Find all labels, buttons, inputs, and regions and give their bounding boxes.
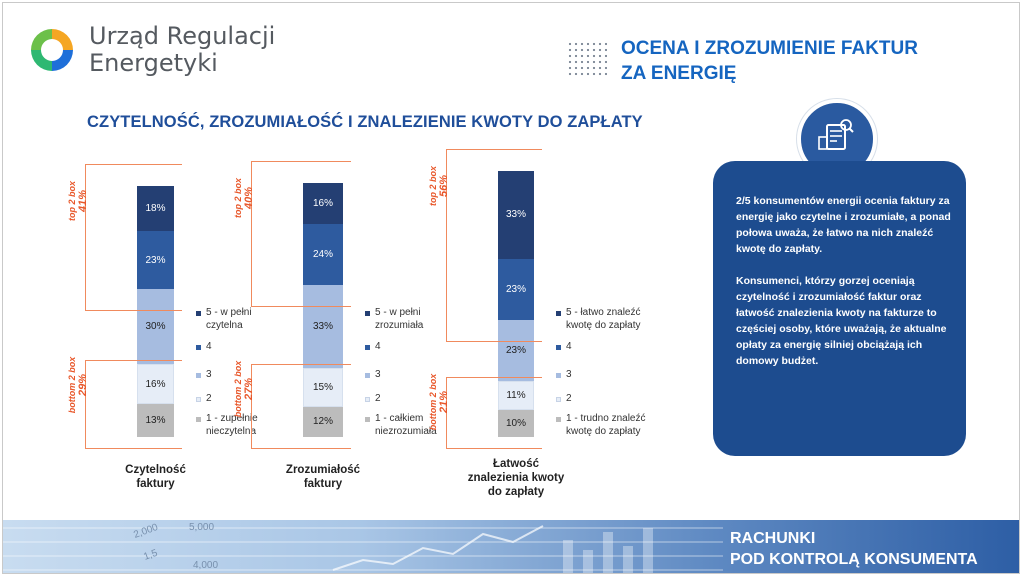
bottom2box-label xyxy=(233,354,263,424)
bottom2box-name: bottom 2 box xyxy=(67,356,77,414)
footer-banner xyxy=(3,520,1020,574)
bar-segment-level-2: 15% xyxy=(303,368,343,406)
footer-text xyxy=(730,528,978,570)
page-title-line2: ZA ENERGIĘ xyxy=(621,63,737,84)
footer-line1: RACHUNKI xyxy=(730,530,816,547)
category-label-line: faktury xyxy=(136,478,175,490)
info-paragraph-2: Konsumenci, którzy gorzej oceniają czytelność i zrozumiałość faktur oraz łatwość znalezienia kwoty na fakturze to częściej osoby, które uważają, że aktualne opłaty za energię silniej obciążają ich domowy budżet. xyxy=(736,275,947,367)
category-label-line: Zrozumiałość xyxy=(285,464,361,476)
category-label-line: Łatwość xyxy=(492,458,539,470)
top2box-bracket xyxy=(251,161,351,307)
bar-segment-level-5: 33% xyxy=(498,171,534,259)
top2box-name: top 2 box xyxy=(428,166,438,206)
footer-chart-decoration xyxy=(3,520,723,574)
bar-segment-level-4: 23% xyxy=(137,231,174,289)
legend-label-level-3 xyxy=(375,369,381,382)
legend-label-level-3 xyxy=(206,369,212,382)
top2box-name: top 2 box xyxy=(233,178,243,218)
legend-label-line: 2 xyxy=(375,393,381,404)
legend-label-line: zrozumiała xyxy=(375,319,424,331)
legend-swatch-level-2 xyxy=(365,397,370,402)
legend-label-line: 4 xyxy=(206,341,212,352)
legend-swatch-level-4 xyxy=(556,345,561,350)
info-paragraph-1: 2/5 konsumentów energii ocenia faktury za energię jako czytelne i zrozumiałe, a ponad połowa uważa, że łatwo na nich znaleźć kwotę do zapłaty. xyxy=(736,195,951,255)
logo-line2: Energetyki xyxy=(89,49,218,77)
legend-label-line: 5 - w pełni xyxy=(206,307,252,318)
legend-label-line: 5 - łatwo znaleźć xyxy=(566,307,641,318)
stacked-bar-chart xyxy=(3,3,703,503)
bottom2box-bracket xyxy=(251,364,351,449)
bar-segment-level-2: 11% xyxy=(498,381,534,410)
legend-label-line: niezrozumiała xyxy=(375,425,437,437)
top2box-value: 41% xyxy=(77,189,89,213)
legend-label-line: 2 xyxy=(566,393,572,404)
section-title: CZYTELNOŚĆ, ZROZUMIAŁOŚĆ I ZNALEZIENIE KWOTY DO ZAPŁATY xyxy=(87,113,643,131)
slide xyxy=(2,2,1020,574)
info-text xyxy=(736,193,951,385)
top2box-bracket xyxy=(446,149,542,342)
category-label xyxy=(101,463,211,491)
bar-segment-level-3: 23% xyxy=(498,320,534,381)
category-label xyxy=(451,457,581,499)
legend-label-level-5 xyxy=(206,307,252,332)
legend-label-level-5 xyxy=(566,307,641,332)
legend-label-level-4 xyxy=(566,341,572,354)
bar-segment-level-3: 33% xyxy=(303,285,343,369)
bar-segment-level-4: 23% xyxy=(498,259,534,320)
legend-label-level-3 xyxy=(566,369,572,382)
bar-segment-level-5: 16% xyxy=(303,183,343,224)
footer-num-2: 5,000 xyxy=(189,522,215,533)
bar-segment-level-2: 16% xyxy=(137,364,174,404)
bar-segment-level-1: 13% xyxy=(137,404,174,437)
top2box-bracket xyxy=(85,164,182,311)
category-label-line: faktury xyxy=(303,478,343,490)
footer-line2: POD KONTROLĄ KONSUMENTA xyxy=(730,551,978,568)
bottom2box-name: bottom 2 box xyxy=(428,373,438,431)
category-label xyxy=(268,463,378,491)
bottom2box-label xyxy=(428,367,458,437)
legend-swatch-level-5 xyxy=(556,311,561,316)
category-label-line: znalezienia kwoty xyxy=(467,472,565,484)
legend-swatch-level-2 xyxy=(196,397,201,402)
bottom2box-name: bottom 2 box xyxy=(233,361,243,418)
legend-label-line: 1 - trudno znaleźć xyxy=(566,413,646,424)
legend-swatch-level-1 xyxy=(365,417,370,422)
bottom2box-bracket xyxy=(85,360,182,449)
legend-label-line: 4 xyxy=(375,341,381,352)
legend-label-line: 1 - zupełnie xyxy=(206,413,258,424)
top2box-value: 40% xyxy=(243,186,255,210)
top2box-label xyxy=(233,163,263,233)
bar-segment-level-5: 18% xyxy=(137,186,174,231)
legend-label-level-2 xyxy=(566,393,572,406)
legend-label-line: 3 xyxy=(206,369,212,380)
legend-label-level-5 xyxy=(375,307,423,332)
bar-segment-level-4: 24% xyxy=(303,224,343,285)
legend-label-level-4 xyxy=(206,341,212,354)
legend-swatch-level-3 xyxy=(556,373,561,378)
footer-num-1: 2,000 xyxy=(132,521,160,541)
legend-label-line: 3 xyxy=(375,369,381,380)
legend-swatch-level-1 xyxy=(556,417,561,422)
bottom2box-value: 21% xyxy=(438,391,450,414)
legend-label-line: kwotę do zapłaty xyxy=(566,425,641,437)
bar-segment-level-1: 12% xyxy=(303,407,343,437)
top2box-name: top 2 box xyxy=(67,181,77,221)
category-label-line: do zapłaty xyxy=(487,486,545,498)
legend-label-line: 4 xyxy=(566,341,572,352)
legend-label-line: czytelna xyxy=(206,319,243,331)
legend-label-line: 2 xyxy=(206,393,212,404)
legend-swatch-level-3 xyxy=(365,373,370,378)
legend-label-level-4 xyxy=(375,341,381,354)
legend-label-level-1 xyxy=(566,413,646,438)
bottom2box-bracket xyxy=(446,377,542,449)
legend-swatch-level-4 xyxy=(196,345,201,350)
bottom2box-label xyxy=(67,350,97,420)
legend-label-line: nieczytelna xyxy=(206,425,257,437)
legend-label-line: 5 - w pełni xyxy=(375,307,421,318)
top2box-value: 56% xyxy=(438,174,450,198)
top2box-label xyxy=(428,151,458,221)
footer-num-3: 1,5 xyxy=(142,547,160,563)
legend-label-level-2 xyxy=(375,393,381,406)
page-title-line1: OCENA I ZROZUMIENIE FAKTUR xyxy=(621,38,918,59)
legend-swatch-level-2 xyxy=(556,397,561,402)
legend-label-line: 1 - całkiem xyxy=(375,413,424,424)
legend-label-line: 3 xyxy=(566,369,572,380)
bottom2box-value: 29% xyxy=(77,374,89,397)
top2box-label xyxy=(67,166,97,236)
legend-label-level-2 xyxy=(206,393,212,406)
category-label-line: Czytelność xyxy=(125,464,186,476)
logo-line1: Urząd Regulacji xyxy=(89,22,276,50)
bar-segment-level-3: 30% xyxy=(137,289,174,364)
bottom2box-value: 27% xyxy=(243,378,255,401)
legend-swatch-level-5 xyxy=(196,311,201,316)
info-box xyxy=(713,161,966,456)
footer-num-4: 4,000 xyxy=(193,560,219,571)
legend-swatch-level-1 xyxy=(196,417,201,422)
legend-label-line: kwotę do zapłaty xyxy=(566,319,641,331)
legend-swatch-level-5 xyxy=(365,311,370,316)
bar-segment-level-1: 10% xyxy=(498,410,534,437)
legend-swatch-level-3 xyxy=(196,373,201,378)
legend-swatch-level-4 xyxy=(365,345,370,350)
